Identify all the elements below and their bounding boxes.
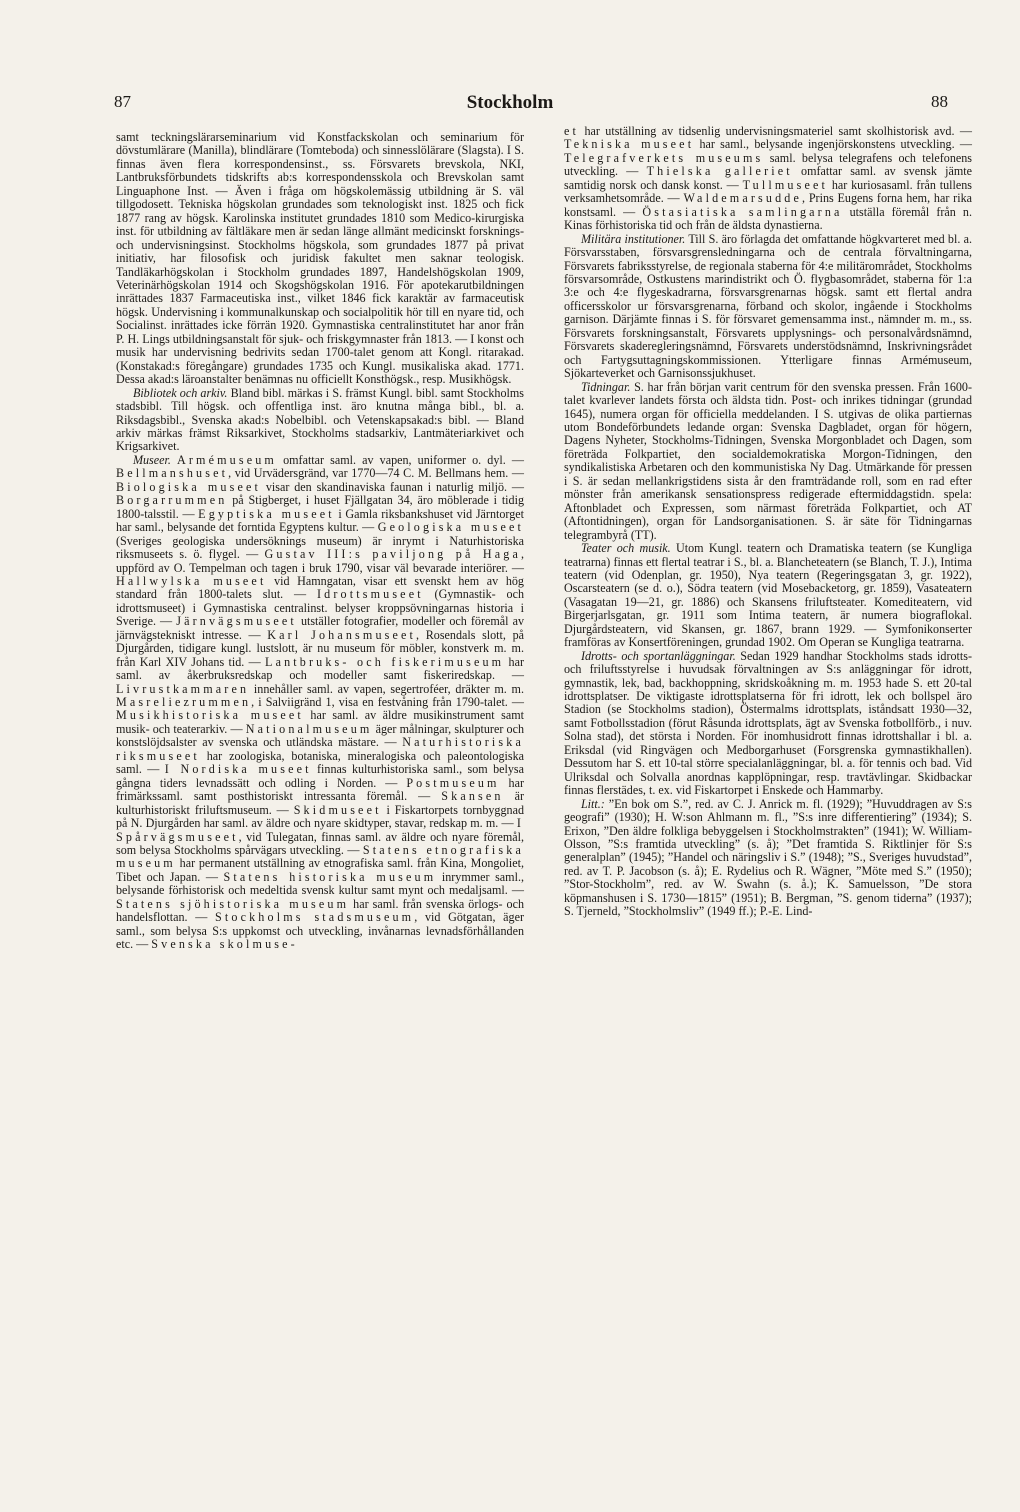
museum-name: Borgarrummen [116, 493, 228, 508]
museum-name: Lantbruks- och fiskerimuseum [265, 654, 505, 669]
left-column [116, 131, 524, 952]
museum-name: Telegrafverkets museums [564, 150, 764, 165]
section-heading-literature: Litt.: [580, 796, 605, 811]
museum-name: Skidmuseet [293, 802, 382, 817]
museum-name: Karl Johansmuseet [267, 627, 417, 642]
paragraph-libraries: Bibliotek och arkiv. Bland bibl. märkas i S. främst Kungl. bibl. samt Stockholms stadsbibl. Till högsk. och offentliga inst. äro knutna många bibl., bl. a. Riksdagsbibl., Svenska akad:s Nobelbibl. och Vetenskapsakad:s bibl. — Bland arkiv märkas främst Riksarkivet, Stockholms stadsarkiv, Lantmäteriarkivet och Krigsarkivet. [116, 385, 524, 454]
museum-name: Gustav III:s paviljong på Haga [264, 547, 521, 562]
museum-name: I Spårvägsmuseet [116, 816, 524, 844]
museum-name: Armémuseum [177, 452, 277, 467]
page-number-left: 87 [114, 92, 131, 111]
museum-name: Livrustkammaren [116, 681, 250, 696]
running-title: Stockholm [466, 92, 554, 113]
museum-name: Tekniska museet [564, 137, 695, 152]
paragraph-military: Militära institutioner. Till S. äro förlagda det omfattande högkvarteret med bl. a. Försvarsstaben, försvarsgrensledningarna och de centrala förvaltningarna, Försvarets fabriksstyrelse, de regionala staberna för 4:e militärområdet, Stockholms försvarsområde, Ostkustens marindistrikt och Ö. flygbasområdet, staberna för 1:a 3:e och 4:e flygeskadrarna, försvarsgrenarnas högsk. samt ett flertal andra officersskolor ur försvarsgrenarna, förband och skolor, ingående i Stockholms garnison. Därjämte finnas i S. för försvaret gemensamma inst., nämnder m. m., ss. Försvarets forskningsanstalt, Försvarets upplysnings- och personalvårdsnämnd, Försvarets skaderegleringsnämnd, Försvarets understödsnämnd, Inskrivningsrådet och Fartygsuttagningskommissionen. Ytterligare finnas Armémuseum, Sjökarteverket och Garnisonssjukhuset. [564, 231, 972, 381]
page-header [0, 92, 1020, 122]
museum-name: Postmuseum [406, 775, 500, 790]
museum-name: Hallwylska museet [116, 573, 267, 588]
paragraph-education: samt teckningslärarseminarium vid Konstfackskolan och seminarium för dövstumlärare (Manilla), blindlärare (Tomteboda) och sinnesslölärare (Slagsta). I S. finnas även flera korrespondensinst., ss. Försvarets brevskola, NKI, Lantbruksförbundets tidskrifts ab:s korrespondensskola och Brevskolan samt Linguaphone Inst. — Även i fråga om högskolemässig utbildning är S. väl tillgodosett. Tekniska högskolan grundades som teknologiskt inst. 1825 och fick 1877 rang av högsk. Karolinska institutet grundades 1810 som Medico-kirurgiska inst. för utbildning av fältläkare men är sedan länge allmänt medicinskt forsknings- och undervisningsinst. Stockholms högskola, som grundades 1877 på privat initiativ, har filosofisk och juridisk fakultet men saknar teologisk. Tandläkarhögskolan i Stockholm grundades 1897, Handelshögskolan 1909, Veterinärhögskolan 1914 och Skogshögskolan 1916. För apotekarutbildningen inrättades 1837 Farmaceutiska inst., vilket 1846 fick karaktär av farmaceutisk högsk. Undervisning i kommunalkunskap och socialpolitik hör till en nyare tid, och Socialinst. inrättades icke förrän 1920. Gymnastiska centralinstitutet har anor från P. H. Lings utbildningsanstalt för sjuk- och friskgymnaster från 1813. — I konst och musik har undervisning bedrivits sedan 1700-talet genom att Kongl. ritarakad. (Konstakad:s föregångare) grundades 1735 och Kungl. musikaliska akad. 1771. Dessa akad:s läroanstalter benämnas nu officiellt Konsthögsk., resp. Musikhögsk. [116, 130, 524, 387]
section-heading-theatre: Teater och musik. [580, 541, 671, 556]
museum-name: et [564, 124, 580, 138]
museum-name: Bellmanshuset [116, 466, 229, 481]
section-heading-sports: Idrotts- och sportanläggningar. [580, 648, 736, 663]
museum-name: Järnvägsmuseet [176, 614, 297, 629]
museum-name: Nationalmuseum [245, 721, 373, 736]
section-heading-newspapers: Tidningar. [580, 379, 631, 394]
paragraph-newspapers: Tidningar. S. har från början varit centrum för den svenska pressen. Från 1600-talet kvarlever landets första och äldsta tidn. Post- och inrikes tidningar (grundad 1645), numera organ för officiella meddelanden. I S. utgivas de olika partiernas utom Bondeförbundets ledande organ: Svenska Dagbladet, organ för högern, Dagens Nyheter, Stockholms-Tidningen, Svenska Morgonbladet och Dagen, som företräda Folkpartiet, den socialdemokratiska Morgon-Tidningen, den syndikalistiska Arbetaren och den kommunistiska Ny Dag. Utmärkande för pressen i S. är sedan mellankrigstidens sista år den framträdande roll, som en rad efter mönster från amerikansk sensationspress redigerade eftermiddagstidn. spela: Aftonbladet och Expressen, som närmast företräda Folkpartiet, och AT (Aftontidningen), organ för Landsorganisationen. S. är säte för Tidningarnas telegrambyrå (TT). [564, 379, 972, 542]
right-column [564, 125, 972, 919]
museum-name: Thielska galleriet [646, 164, 793, 179]
museum-name: I Nordiska museet [164, 762, 312, 777]
section-heading-libraries: Bibliotek och arkiv. [132, 385, 228, 400]
museum-name: Statens historiska museum [223, 869, 437, 884]
paragraph-theatre: Teater och musik. Utom Kungl. teatern och Dramatiska teatern (se Kungliga teatrarna) finnas ett flertal teatrar i S., bl. a. Blancheteatern (se Blanch, T. J.), Intima teatern (vid Odenplan, gr. 1950), Nya teatern (Regeringsgatan 3, gr. 1922), Oscarsteatern (se d. o.), Södra teatern (vid Mosebacketorg, gr. 1859), Vasateatern (Vasagatan 19—21, gr. 1886) och Skansens friluftsteater. Komediteatern, vid Birgerjarlsgatan, gr. 1911 som Intima teatern, är numera biograflokal. Djurgårdsteatern, vid Skansen, gr. 1867, brann 1929. — Symfonikonserter framföras av Konsertföreningen, grundad 1902. Om Operan se Kungliga teatrarna. [564, 541, 972, 650]
museum-name: Waldemarsudde [683, 191, 802, 206]
page-number-right: 88 [931, 92, 948, 111]
museum-name: Svenska skolmuse- [151, 937, 298, 952]
section-heading-museums: Museer. [132, 452, 171, 467]
paragraph-literature: Litt.: ”En bok om S.”, red. av C. J. Anrick m. fl. (1929); ”Huvuddragen av S:s geografi” (1930); H. W:son Ahlmann m. fl., ”S:s inre differentiering” (1934); S. Erixon, ”Den äldre folkliga bebyggelsen i Stockholmstrakten” (1941); W. William-Olsson, ”S:s framtida utveckling” (s. å); ”Det framtida S. Riktlinjer för S:s generalplan” (1945); ”Handel och näringsliv i S.” (1948); ”S., Sveriges huvudstad”, red. av T. P. Jacobson (s. å); E. Rydelius och R. Wägner, ”Möte med S.” (1950); ”Stor-Stockholm”, red. av W. Swahn (s. å.); K. Samuelsson, ”De stora köpmanshusen i S. 1730—1815” (1951); B. Bergman, ”S. genom tiderna” (1937); S. Tjerneld, ”Stockholmsliv” (1949 ff.); P.-E. Lind- [564, 796, 972, 919]
paragraph-museums-continued: et har utställning av tidsenlig undervisningsmateriel samt skolhistorisk avd. — Tekniska museet har saml., belysande ingenjörskonstens utveckling. — Telegrafverkets museums saml. belysa telegrafens och telefonens utveckling. — Thielska galleriet omfattar saml. av svensk jämte samtidig norsk och dansk konst. — Tullmuseet har kuriosasaml. från tullens verksamhetsområde. — Waldemarsudde, Prins Eugens forna hem, har rika konstsaml. — Östasiatiska samlingarna utställa föremål från n. Kinas förhistoriska tid och från de äldsta dynastierna. [564, 124, 973, 233]
section-heading-military: Militära institutioner. [580, 231, 686, 246]
museum-name: Geologiska museet [377, 520, 524, 535]
museum-name: Statens etnografiska museum [116, 843, 524, 871]
museum-name: Naturhistoriska riksmuseet [116, 735, 524, 763]
museum-name: Tullmuseet [742, 177, 829, 192]
museum-name: Stockholms stadsmuseum [215, 910, 415, 925]
museum-name: Masreliezrummen [116, 695, 252, 710]
paragraph-sports: Idrotts- och sportanläggningar. Sedan 1929 handhar Stockholms stads idrotts- och friluftsstyrelse i huvudsak förvaltningen av S:s anläggningar för idrott, gymnastik, lek, bad, backhoppning, skridskoåkning m. m. 1953 hade S. ett 20-tal idrottsplatser. De viktigaste idrottsplatserna för fri idrott, lek och bollspel äro Stadion (se Stockholms stadion), Östermalms idrottsplats, iståndsatt 1930—32, samt Fotbollsstadion (förut Råsunda idrottsplats, ägt av Svenska fotbollförb., i nuv. Solna stad), det största i Norden. För inomhusidrott finnas idrottshallar i bl. a. Eriksdal (vid Ringvägen och Medborgarhuset (Forsgrenska gymnastikhallen). Dessutom har S. ett 10-tal större specialanläggningar, bl. a. för tennis och bad. Vid Ulriksdal och Solvalla anordnas kapplöpningar, resp. travtävlingar. Skidbackar finnas flerstädes, t. ex. vid Fiskartorpet i Enskede och Hammarby. [564, 648, 972, 798]
museum-name: Egyptiska museet [198, 506, 335, 521]
museum-name: Östasiatiska samlingarna [642, 204, 843, 219]
museum-name: Skansen [441, 789, 504, 804]
museum-name: Idrottsmuseet [316, 587, 424, 602]
museum-name: Statens sjöhistoriska museum [116, 896, 350, 911]
paragraph-museums: Museer. Armémuseum omfattar saml. av vapen, uniformer o. dyl. — Bellmanshuset, vid Urvädersgränd, var 1770—74 C. M. Bellmans hem. — Biologiska museet visar den skandinaviska faunan i naturlig miljö. — Borgarrummen på Stigberget, i huset Fjällgatan 34, äro möblerade i tidig 1800-talsstil. — Egyptiska museet i Gamla riksbankshuset vid Järntorget har saml., belysande det forntida Egyptens kultur. — Geologiska museet (Sveriges geologiska undersöknings museum) är inrymt i Naturhistoriska riksmuseets s. ö. flygel. — Gustav III:s paviljong på Haga, uppförd av O. Tempelman och tagen i bruk 1790, visar väl bevarade interiörer. — Hallwylska museet vid Hamngatan, visar ett svenskt hem av hög standard från 1800-talets slut. — Idrottsmuseet (Gymnastik- och idrottsmuseet) i Gymnastiska centralinst. belyser kroppsövningarnas historia i Sverige. — Järnvägsmuseet utställer fotografier, modeller och föremål av järnvägstekniskt intresse. — Karl Johansmuseet, Rosendals slott, på Djurgården, tidigare kungl. lustslott, är nu museum för möbler, konstverk m. m. från Karl XIV Johans tid. — Lantbruks- och fiskerimuseum har saml. av åkerbruksredskap och modeller samt fiskeriredskap. — Livrustkammaren innehåller saml. av vapen, segertroféer, dräkter m. m. Masreliezrummen, i Salviigränd 1, visa en festvåning från 1790-talet. — Musikhistoriska museet har saml. av äldre musikinstrument samt musik- och teaterarkiv. — Nationalmuseum äger målningar, skulpturer och konstslöjdsalster av svenska och utländska mästare. — Naturhistoriska riksmuseet har zoologiska, botaniska, mineralogiska och paleontologiska saml. — I Nordiska museet finnas kulturhistoriska saml., som belysa gångna tiders levnadssätt och odling i Norden. — Postmuseum har frimärkssaml. samt posthistoriskt intressanta föremål. — Skansen är kulturhistoriskt friluftsmuseum. — Skidmuseet i Fiskartorpets tornbyggnad på N. Djurgården har saml. av äldre och nyare skidtyper, stavar, redskap m. m. — I Spårvägsmuseet, vid Tulegatan, finnas saml. av äldre och nyare föremål, som belysa Stockholms spårvägars utveckling. — Statens etnografiska museum har permanent utställning av etnografiska saml. från Kina, Mongoliet, Tibet och Japan. — Statens historiska museum inrymmer saml., belysande förhistorisk och medeltida svensk kultur samt mynt och medaljsaml. — Statens sjöhistoriska museum har saml. från svenska örlogs- och handelsflottan. — Stockholms stadsmuseum, vid Götgatan, äger saml., som belysa S:s uppkomst och utveckling, invånarnas levnadsförhållanden etc. — Svenska skolmuse- [116, 452, 525, 952]
museum-name: Biologiska museet [116, 479, 262, 494]
museum-name: Musikhistoriska museet [116, 708, 304, 723]
